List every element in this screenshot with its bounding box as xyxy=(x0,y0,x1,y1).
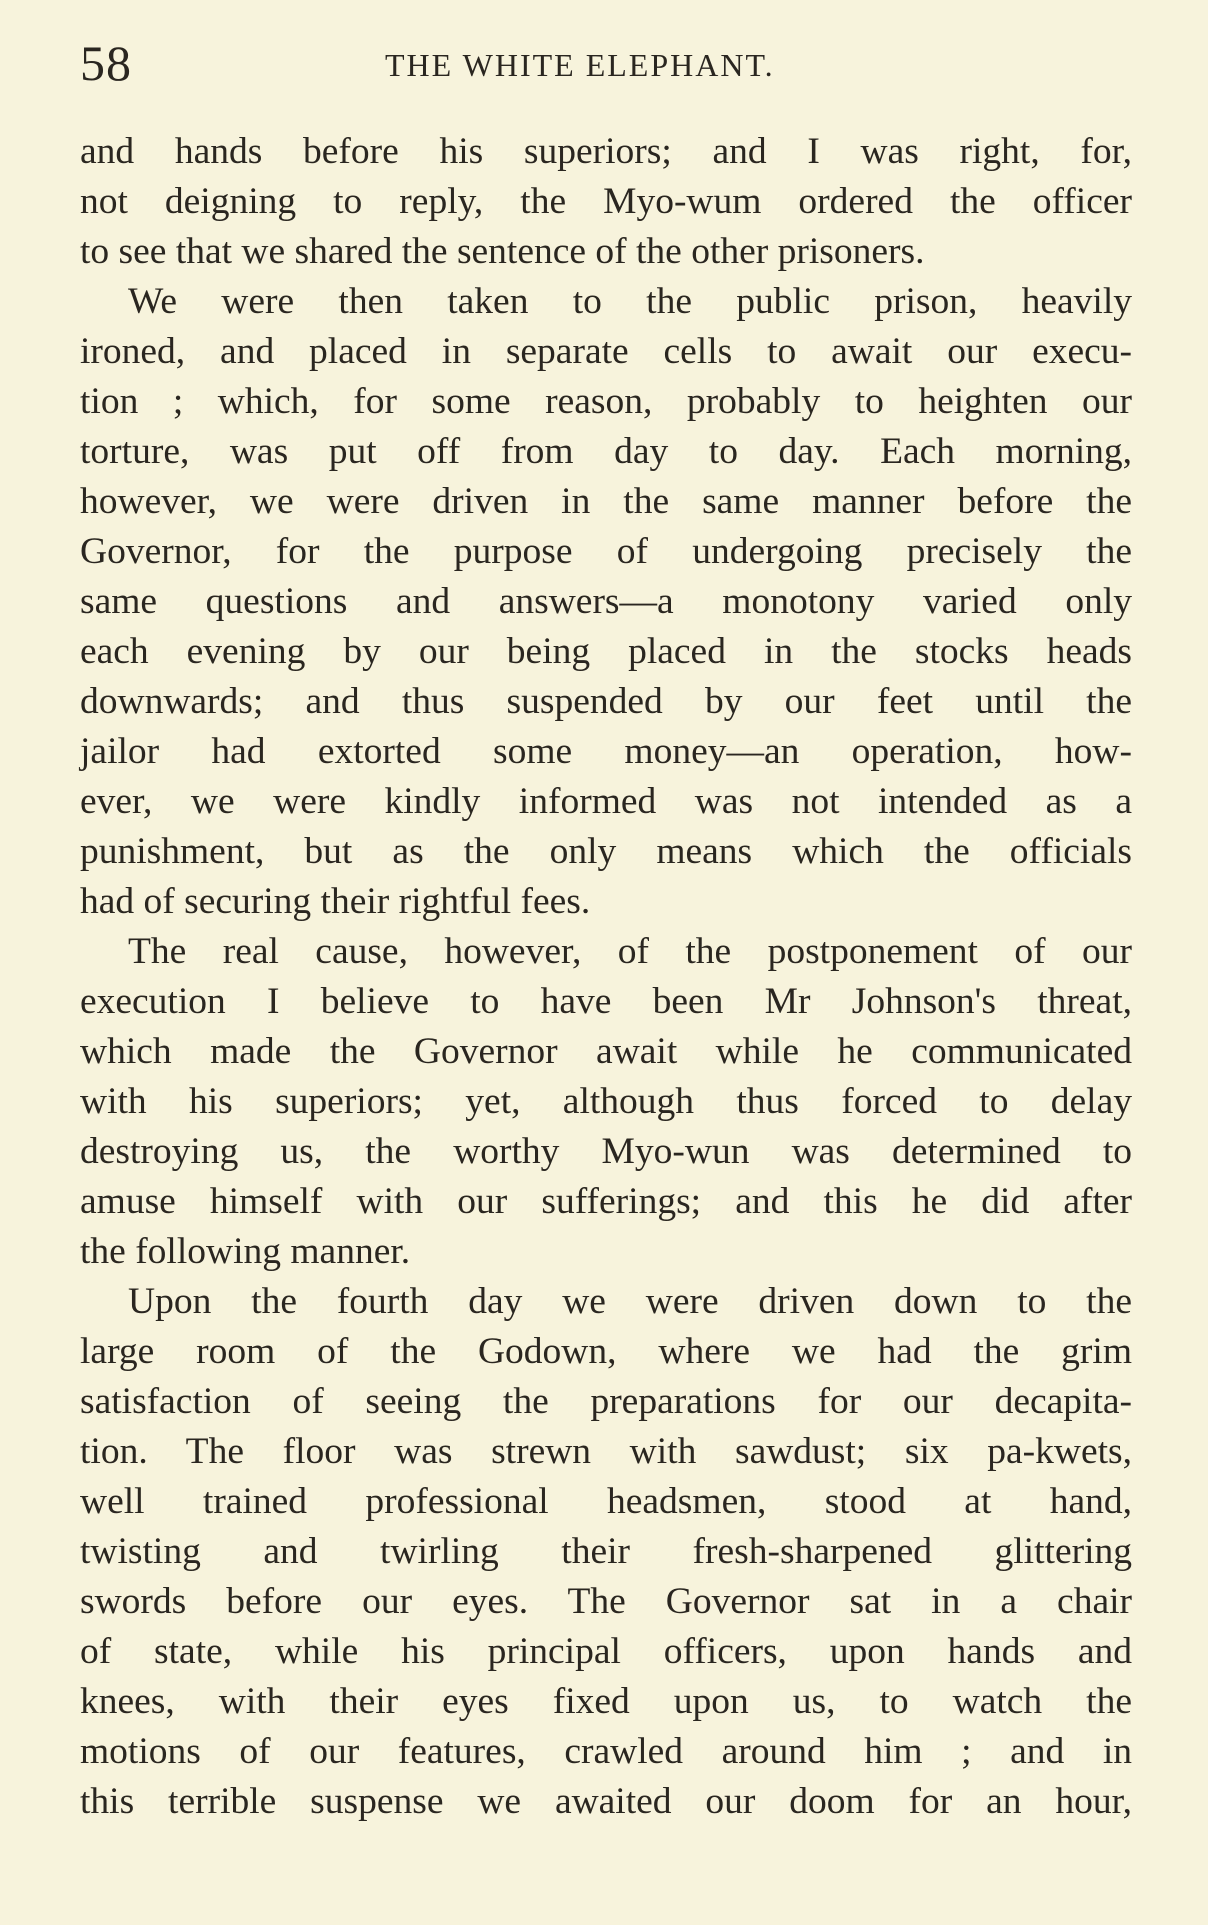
text-line: knees, with their eyes fixed upon us, to watch the xyxy=(80,1681,1132,1722)
text-line: this terrible suspense we awaited our doom for an hour, xyxy=(80,1781,1132,1822)
text-line: the following manner. xyxy=(80,1231,411,1272)
page-header xyxy=(80,28,1132,98)
text-line: destroying us, the worthy Myo-wun was determined to xyxy=(80,1131,1132,1172)
text-line: each evening by our being placed in the stocks heads xyxy=(80,631,1132,672)
text-line: however, we were driven in the same manner before the xyxy=(80,481,1132,522)
text-line: with his superiors; yet, although thus forced to delay xyxy=(80,1081,1132,1122)
text-line: tion ; which, for some reason, probably to heighten our xyxy=(80,381,1132,422)
text-line: ironed, and placed in separate cells to await our execu- xyxy=(80,331,1132,372)
text-line: Governor, for the purpose of undergoing precisely the xyxy=(80,531,1132,572)
text-line: motions of our features, crawled around him ; and in xyxy=(80,1731,1132,1772)
text-line: twisting and twirling their fresh-sharpened glittering xyxy=(80,1531,1132,1572)
text-line: same questions and answers—a monotony varied only xyxy=(80,581,1132,622)
page-number: 58 xyxy=(80,35,132,91)
text-line: large room of the Godown, where we had the grim xyxy=(80,1331,1132,1372)
text-line: ever, we were kindly informed was not intended as a xyxy=(80,781,1132,822)
text-line: execution I believe to have been Mr Johnson's threat, xyxy=(80,981,1132,1022)
text-line: to see that we shared the sentence of the other prisoners. xyxy=(80,231,925,272)
text-line: punishment, but as the only means which the officials xyxy=(80,831,1132,872)
text-line: of state, while his principal officers, upon hands and xyxy=(80,1631,1132,1672)
text-line: well trained professional headsmen, stood at hand, xyxy=(80,1481,1132,1522)
text-line: jailor had extorted some money—an operation, how- xyxy=(80,731,1132,772)
text-line: tion. The floor was strewn with sawdust; six pa-kwets, xyxy=(80,1431,1132,1472)
text-line: swords before our eyes. The Governor sat in a chair xyxy=(80,1581,1132,1622)
text-line: Upon the fourth day we were driven down to the xyxy=(128,1281,1132,1322)
text-line: satisfaction of seeing the preparations for our decapita- xyxy=(80,1381,1132,1422)
text-line: The real cause, however, of the postponement of our xyxy=(128,931,1132,972)
text-line: We were then taken to the public prison, heavily xyxy=(128,281,1132,322)
text-line: amuse himself with our sufferings; and this he did after xyxy=(80,1181,1132,1222)
text-line: not deigning to reply, the Myo-wum ordered the officer xyxy=(80,181,1132,222)
text-line: had of securing their rightful fees. xyxy=(80,881,591,922)
running-head: THE WHITE ELEPHANT. xyxy=(385,47,775,83)
text-line: which made the Governor await while he communicated xyxy=(80,1031,1132,1072)
text-line: and hands before his superiors; and I was right, for, xyxy=(80,131,1132,172)
text-line: downwards; and thus suspended by our feet until the xyxy=(80,681,1132,722)
body-text xyxy=(80,127,1132,1827)
text-line: torture, was put off from day to day. Each morning, xyxy=(80,431,1132,472)
